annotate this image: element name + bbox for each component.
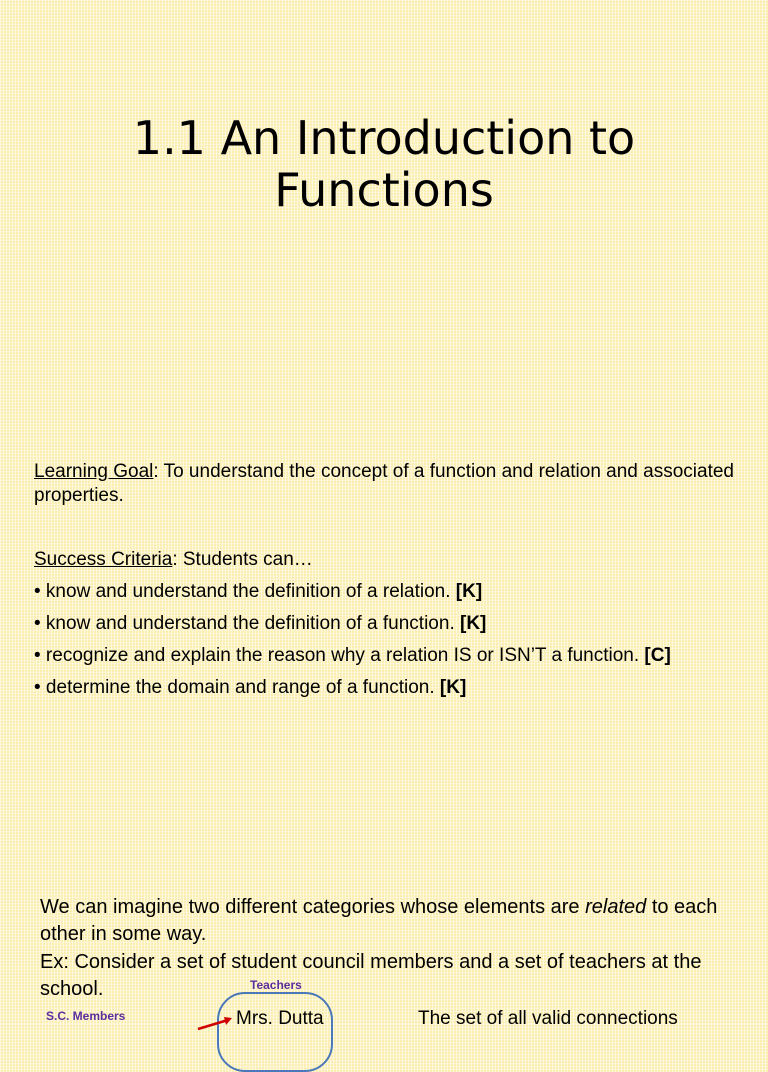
example-intro-after: to each other in some way. — [40, 896, 718, 945]
criteria-item-tag: [K] — [439, 677, 467, 698]
example-intro-italic: related — [585, 896, 647, 918]
success-criteria-heading — [34, 548, 754, 572]
learning-goal — [34, 460, 734, 508]
teacher-element: Mrs. Dutta — [236, 1008, 324, 1029]
learning-goal-label: Learning Goal — [34, 461, 154, 482]
success-criteria — [34, 548, 754, 708]
criteria-list — [34, 580, 754, 700]
criteria-item — [34, 644, 754, 668]
success-criteria-intro: : Students can… — [172, 549, 313, 570]
valid-connections-note: The set of all valid connections — [418, 1008, 678, 1029]
criteria-item — [34, 580, 754, 604]
criteria-item — [34, 612, 754, 636]
example-statement: Ex: Consider a set of student council members and a set of teachers at the school. — [40, 951, 702, 1000]
example-intro-before: We can imagine two different categories whose elements are — [40, 896, 586, 918]
title-line-2: Functions — [274, 163, 494, 217]
example-paragraph — [40, 894, 740, 1003]
criteria-item-tag: [K] — [455, 581, 483, 602]
teachers-set-oval — [217, 992, 333, 1072]
example-intro — [40, 894, 740, 948]
success-criteria-label: Success Criteria — [34, 549, 173, 570]
criteria-item-text: • know and understand the definition of a function. — [34, 613, 460, 634]
criteria-item-tag: [K] — [460, 613, 487, 634]
criteria-item — [34, 676, 754, 700]
criteria-item-text: • determine the domain and range of a function. — [34, 677, 440, 698]
slide-title — [0, 112, 768, 216]
title-line-1: 1.1 An Introduction to — [132, 111, 636, 165]
sc-members-set-label: S.C. Members — [46, 1009, 126, 1023]
criteria-item-text: • recognize and explain the reason why a relation IS or ISN’T a function. — [34, 645, 645, 666]
criteria-item-text: • know and understand the definition of a relation. — [34, 581, 456, 602]
learning-goal-text: : To understand the concept of a function and relation and associated properties. — [34, 461, 734, 506]
relation-arrow-icon — [196, 1012, 236, 1032]
teachers-set-label: Teachers — [250, 978, 302, 992]
criteria-item-tag: [C] — [644, 645, 671, 666]
